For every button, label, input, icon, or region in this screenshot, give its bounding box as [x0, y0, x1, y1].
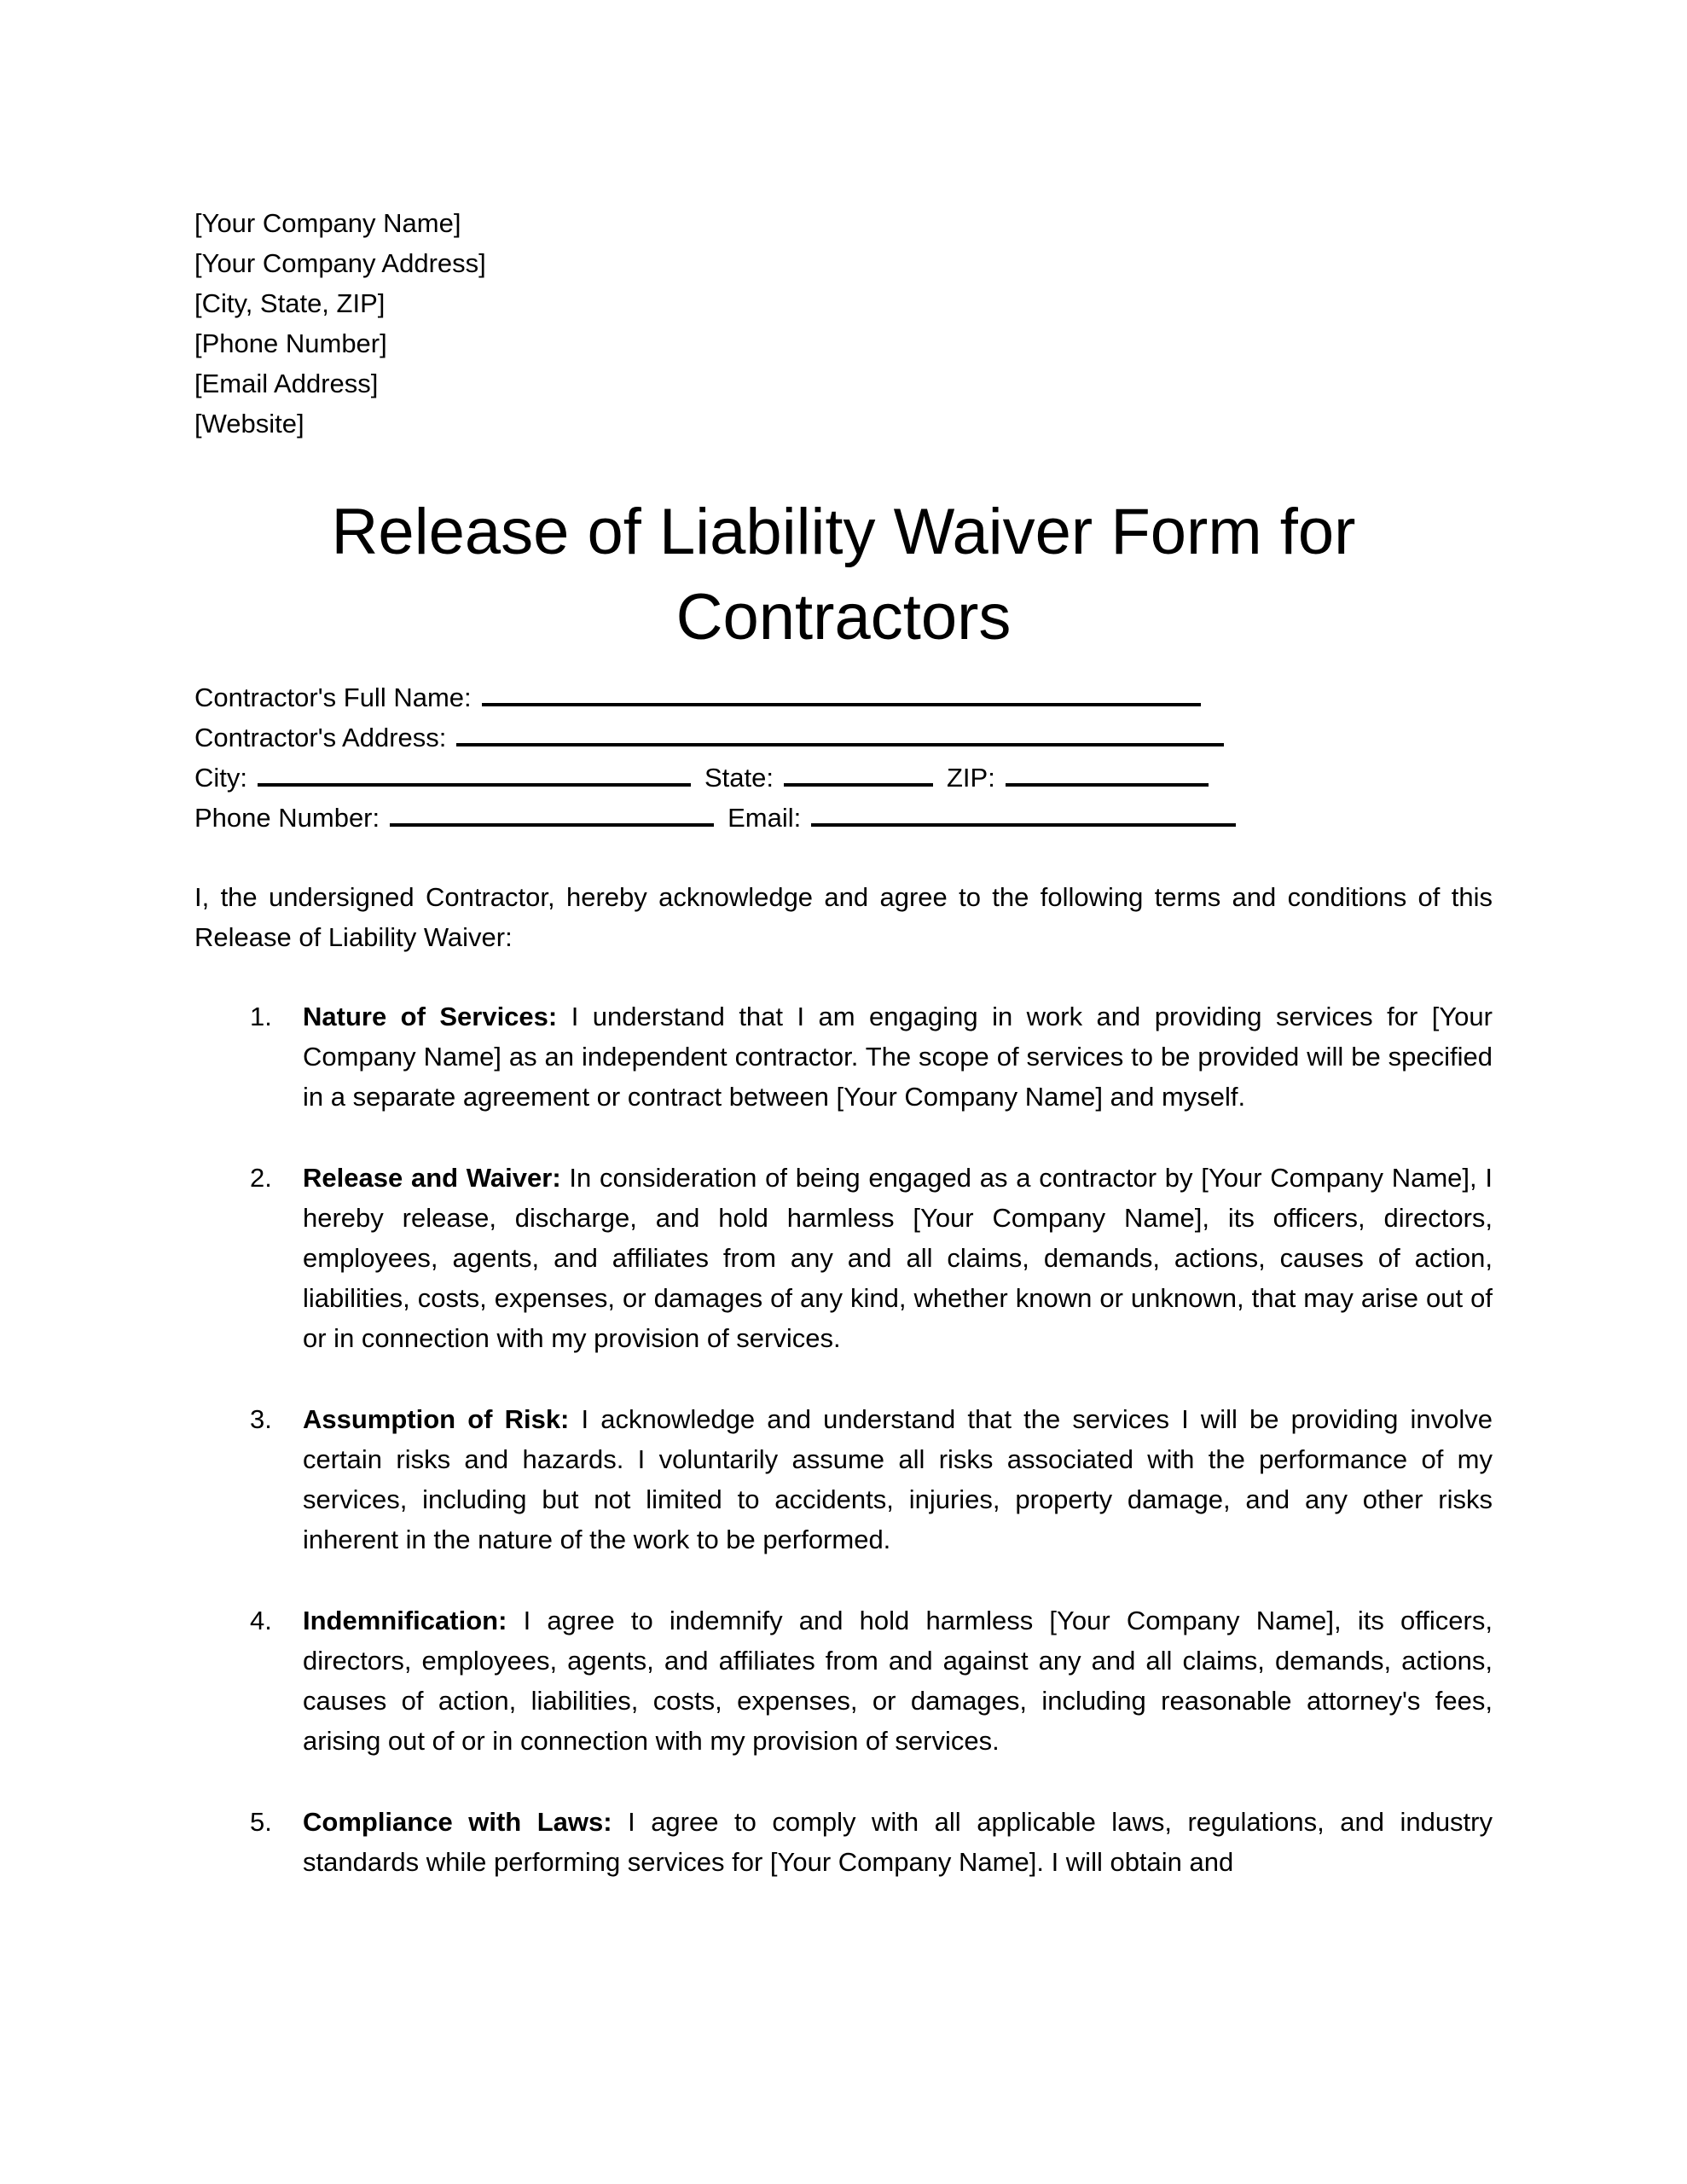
field-row-city-state-zip: [194, 758, 1493, 798]
term-body: I agree to comply with all applicable laws, regulations, and industry standards while performing services for [Your Company Name]. I will obtain and: [303, 1807, 1493, 1877]
term-number: 5.: [250, 1807, 272, 1837]
terms-list: [194, 996, 1493, 1882]
term-item-compliance-with-laws: [250, 1802, 1493, 1882]
document-title: Release of Liability Waiver Form for Contractors: [331, 496, 1356, 653]
city-blank-line: [258, 760, 691, 787]
intro-paragraph: I, the undersigned Contractor, hereby acknowledge and agree to the following terms and conditions of this Release of Liability Waiver:: [194, 882, 1493, 952]
address-label: Contractor's Address:: [194, 723, 447, 752]
company-email-placeholder: [Email Address]: [194, 369, 379, 398]
field-row-address: [194, 717, 1493, 758]
phone-label: Phone Number:: [194, 803, 380, 833]
company-phone-placeholder: [Phone Number]: [194, 328, 387, 358]
term-item-release-and-waiver: [250, 1158, 1493, 1358]
term-body: I understand that I am engaging in work and providing services for [Your Company Name] as an independent contractor. The scope of services to be provided will be specified in a separate agreement or contract between [Your Company Name] and myself.: [303, 1002, 1493, 1112]
term-body: In consideration of being engaged as a contractor by [Your Company Name], I hereby release, discharge, and hold harmless [Your Company Name], its officers, directors, employees, agents, and affiliates from any and all claims, demands, actions, causes of action, liabilities, costs, expenses, or damages of any kind, whether known or unknown, that may arise out of or in connection with my provision of services.: [303, 1163, 1493, 1353]
field-row-phone-email: [194, 798, 1493, 838]
term-number: 4.: [250, 1606, 272, 1635]
email-label: Email:: [728, 803, 802, 833]
term-body: I agree to indemnify and hold harmless [Your Company Name], its officers, directors, employees, agents, and affiliates from and against any and all claims, demands, actions, causes of action, liabilities, costs, expenses, or damages, including reasonable attorney's fees, arising out of or in connection with my provision of services.: [303, 1606, 1493, 1756]
company-name-placeholder: [Your Company Name]: [194, 208, 461, 238]
field-row-full-name: [194, 677, 1493, 717]
company-website-placeholder: [Website]: [194, 409, 304, 439]
contractor-info-form: [194, 677, 1493, 838]
full-name-blank-line: [482, 680, 1201, 706]
term-heading: Assumption of Risk:: [303, 1404, 570, 1434]
term-number: 3.: [250, 1404, 272, 1434]
email-blank-line: [811, 800, 1236, 827]
term-item-indemnification: [250, 1600, 1493, 1761]
address-blank-line: [456, 720, 1224, 746]
city-label: City:: [194, 763, 247, 793]
zip-blank-line: [1006, 760, 1209, 787]
term-number: 1.: [250, 1002, 272, 1031]
term-heading: Release and Waiver:: [303, 1163, 561, 1193]
state-label: State:: [704, 763, 774, 793]
zip-label: ZIP:: [947, 763, 995, 793]
full-name-label: Contractor's Full Name:: [194, 682, 472, 712]
phone-blank-line: [390, 800, 714, 827]
term-heading: Nature of Services:: [303, 1002, 558, 1031]
company-header-block: [194, 203, 1493, 444]
term-item-nature-of-services: [250, 996, 1493, 1117]
company-city-state-zip-placeholder: [City, State, ZIP]: [194, 288, 386, 318]
term-item-assumption-of-risk: [250, 1399, 1493, 1560]
state-blank-line: [784, 760, 933, 787]
term-heading: Indemnification:: [303, 1606, 507, 1635]
term-number: 2.: [250, 1163, 272, 1193]
term-body: I acknowledge and understand that the services I will be providing involve certain risks and hazards. I voluntarily assume all risks associated with the performance of my services, including but not limited to accidents, injuries, property damage, and any other risks inherent in the nature of the work to be performed.: [303, 1404, 1493, 1554]
company-address-placeholder: [Your Company Address]: [194, 248, 486, 278]
term-heading: Compliance with Laws:: [303, 1807, 612, 1837]
